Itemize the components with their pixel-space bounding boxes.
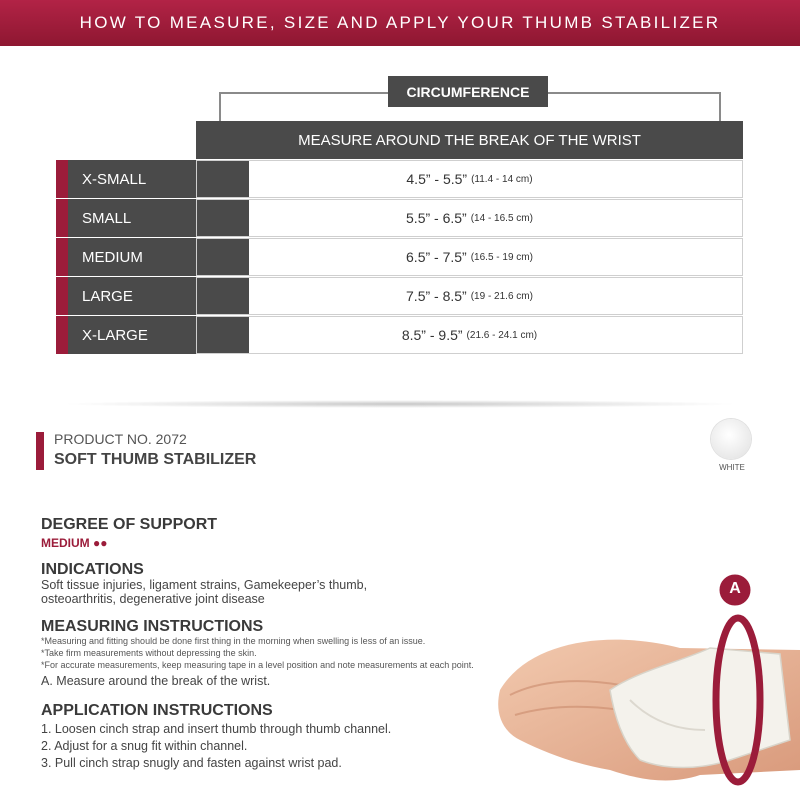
- size-row-medium: [56, 238, 743, 276]
- title-banner: [0, 0, 800, 46]
- circumference-label: CIRCUMFERENCE: [388, 76, 548, 107]
- measure-header: MEASURE AROUND THE BREAK OF THE WRIST: [196, 121, 743, 159]
- application-step-3: 3. Pull cinch strap snugly and fasten against wrist pad.: [41, 756, 342, 770]
- size-row-small: [56, 199, 743, 237]
- cm-value: (21.6 - 24.1 cm): [466, 329, 538, 341]
- size-label: SMALL: [68, 199, 249, 237]
- size-row-x-small: [56, 160, 743, 198]
- inches-value: 6.5” - 7.5”: [406, 249, 467, 265]
- inches-value: 4.5” - 5.5”: [406, 171, 468, 187]
- cm-value: (11.4 - 14 cm): [471, 173, 533, 185]
- size-value: [196, 160, 743, 198]
- cm-value: (19 - 21.6 cm): [470, 290, 533, 302]
- indications-heading: INDICATIONS: [41, 561, 144, 578]
- indications-line-2: osteoarthritis, degenerative joint disease: [41, 592, 265, 606]
- row-accent: [56, 238, 68, 276]
- row-accent: [56, 277, 68, 315]
- indications-line-1: Soft tissue injuries, ligament strains, Gamekeeper’s thumb,: [41, 578, 368, 592]
- swatch-label: WHITE: [719, 463, 745, 472]
- application-heading: APPLICATION INSTRUCTIONS: [41, 702, 273, 719]
- row-accent: [56, 199, 68, 237]
- cm-value: (16.5 - 19 cm): [470, 251, 533, 263]
- size-value: [196, 199, 743, 237]
- size-label: X-SMALL: [68, 160, 249, 198]
- size-row-x-large: [56, 316, 743, 354]
- white-color-swatch: [711, 419, 751, 459]
- row-accent: [56, 160, 68, 198]
- measuring-note-1: *Measuring and fitting should be done first thing in the morning when swelling is less of an issue.: [41, 636, 426, 646]
- measuring-step-a: A. Measure around the break of the wrist.: [41, 674, 271, 688]
- support-level: MEDIUM ●●: [41, 536, 108, 550]
- section-divider: [60, 400, 740, 408]
- inches-value: 5.5” - 6.5”: [406, 210, 467, 226]
- measuring-heading: MEASURING INSTRUCTIONS: [41, 618, 264, 635]
- row-accent: [56, 316, 68, 354]
- product-number: PRODUCT NO. 2072: [54, 431, 187, 447]
- size-value: [196, 316, 743, 354]
- size-value: [196, 277, 743, 315]
- measuring-note-2: *Take firm measurements without depressing the skin.: [41, 648, 257, 658]
- page-title: HOW TO MEASURE, SIZE AND APPLY YOUR THUMB STABILIZER: [79, 13, 721, 32]
- support-heading: DEGREE OF SUPPORT: [41, 516, 218, 533]
- cm-value: (14 - 16.5 cm): [470, 212, 533, 224]
- size-label: MEDIUM: [68, 238, 249, 276]
- product-name: SOFT THUMB STABILIZER: [54, 451, 257, 468]
- size-row-large: [56, 277, 743, 315]
- application-step-2: 2. Adjust for a snug fit within channel.: [41, 739, 248, 753]
- size-label: LARGE: [68, 277, 249, 315]
- size-value: [196, 238, 743, 276]
- measuring-note-3: *For accurate measurements, keep measuring tape in a level position and note measurements at each point.: [41, 660, 474, 670]
- application-step-1: 1. Loosen cinch strap and insert thumb through thumb channel.: [41, 722, 392, 736]
- inches-value: 8.5” - 9.5”: [401, 327, 463, 343]
- inches-value: 7.5” - 8.5”: [406, 288, 467, 304]
- product-accent-bar: [36, 432, 44, 470]
- marker-a-label: A: [729, 580, 741, 597]
- hand-brace-illustration: [490, 570, 800, 800]
- size-label: X-LARGE: [68, 316, 249, 354]
